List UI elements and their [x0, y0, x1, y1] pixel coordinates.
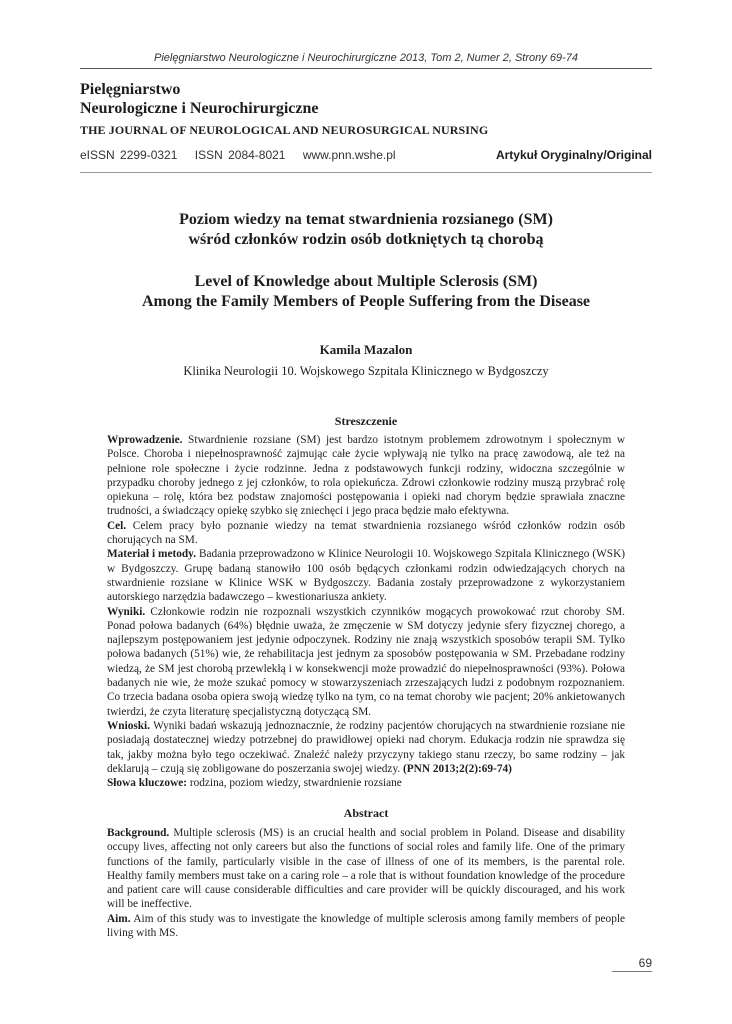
abstract-aim-label: Aim.	[107, 912, 131, 925]
streszczenie-heading: Streszczenie	[334, 414, 398, 428]
journal-name	[80, 80, 318, 118]
website-link[interactable]: www.pnn.wshe.pl	[302, 148, 396, 162]
journal-name-en: THE JOURNAL OF NEUROLOGICAL AND NEUROSURGICAL NURSING	[80, 123, 489, 137]
methods-text: Badania przeprowadzono w Klinice Neurologii 10. Wojskowego Szpitala Klinicznego (WSK) w Bydgoszczy. Grupę badaną stanowiło 100 osób będących członkami rodzin odwiedzających chorych na stwardnienie rozsiane w Klinice WSK w Bydgoszczy. Badania zostały przeprowadzone z wykorzystaniem autorskiego narzędzia badawczego – kwestionariusza ankiety.	[107, 548, 625, 604]
background-label: Background.	[107, 827, 170, 839]
conclusions-text: Wyniki badań wskazują jednoznacznie, że rodziny pacjentów chorujących na stwardnienie rozsiane nie posiadają dostatecznej wiedzy potrzebnej do prawidłowej opieki nad chorym. Edukacja rodzin nie sprawdza się tak, jakby można było tego oczekiwać. Znaleźć należy przyczyny takiego stanu rzeczy, bo same rodziny – jak deklarują – czują się zobligowane do poszerzania swojej wiedzy.	[107, 719, 625, 775]
intro-label: Wprowadzenie.	[107, 434, 183, 446]
affiliation: Klinika Neurologii 10. Wojskowego Szpitala Klinicznego w Bydgoszczy	[183, 364, 549, 378]
title-en-line1: Level of Knowledge about Multiple Sclerosis (SM)	[194, 273, 538, 290]
page-number: 69	[638, 956, 652, 970]
keywords-paragraph	[107, 776, 625, 790]
aim-paragraph	[107, 519, 625, 548]
title-pl-line1: Poziom wiedzy na temat stwardnienia rozsianego (SM)	[179, 211, 553, 228]
journal-name-line1: Pielęgniarstwo	[80, 81, 181, 98]
article-type: Artykuł Oryginalny/Original	[495, 148, 652, 162]
methods-label: Materiał i metody.	[107, 548, 197, 561]
abstract-aim-text: Aim of this study was to investigate the knowledge of multiple sclerosis among family members of people living with MS.	[107, 912, 625, 940]
citation: (PNN 2013;2(2):69-74)	[403, 762, 512, 775]
background-text: Multiple sclerosis (MS) is an crucial health and social problem in Poland. Disease and disability occupy lives, affecting not only careers but also the functions of social roles and family life. One of the primary functions of the family, particularly visible in the case of illness of one of its members, is the parental role. Healthy family members must take on a caring role – a role that is without foundation knowledge of the procedure and patient care will cause considerable difficulties and care provider will be quickly discouraged, and his work will be ineffective.	[107, 827, 625, 911]
intro-text: Stwardnienie rozsiane (SM) jest bardzo istotnym problemem zdrowotnym i społecznym w Polsce. Choroba i niepełnosprawność zajmując całe życie wpływają nie tylko na pracę zawodową, ale też na pełnione role społeczne i życie rodzinne. Jedna z podstawowych funkcji rodziny, widoczna szczególnie w przypadku choroby jednego z jej członków, to rola opiekuńcza. Zdrowi członkowie rodziny muszą przybrać rolę opiekuna – rolę, która bez podstaw znajomości postępowania i opieki nad chorym będzie sprawiała znaczne trudności, a świadczący opiekę szybko się zniechęci i jego praca będzie mało efektywna.	[107, 434, 625, 518]
aim-text: Celem pracy było poznanie wiedzy na temat stwardnienia rozsianego wśród członków rodzin osób chorujących na SM.	[107, 519, 625, 547]
running-head: Pielęgniarstwo Neurologiczne i Neurochirurgiczne 2013, Tom 2, Numer 2, Strony 69-74	[154, 52, 578, 64]
conclusions-label: Wnioski.	[107, 719, 151, 732]
keywords-text: rodzina, poziom wiedzy, stwardnienie rozsiane	[187, 777, 402, 790]
aim-label: Cel.	[107, 519, 127, 532]
header-rule	[80, 68, 652, 69]
author: Kamila Mazalon	[319, 342, 413, 357]
conclusions-paragraph	[107, 719, 625, 776]
journal-rule	[80, 172, 652, 173]
results-text: Członkowie rodzin nie rozpoznali wszystkich czynników mogących prowokować rzut choroby SM. Ponad połowa badanych (64%) błędnie uważa, że zmęczenie w SM dotyczy jedynie sfery fizycznej chorego, a najlepszym postępowaniem jest jedynie odpoczynek. Rodziny nie znają wszystkich sposobów terapii SM. Tylko połowa badanych (51%) wie, że rehabilitacja jest jednym za sposobów postępowania w SM. Przebadane rodziny wiedzą, że SM jest chorobą przewlekłą i w konsekwencji może prowadzić do niepełnosprawności (93%). Połowa badanych nie wie, że może szukać pomocy w stowarzyszeniach zrzeszających ludzi z podobnym rozpoznaniem. Co trzecia badana osoba opiera swoją wiedzę tylko na tym, co na temat choroby wie pacjent; 20% ankietowanych twierdzi, że czyta literaturę specjalistyczną dotyczącą SM.	[107, 605, 625, 718]
results-label: Wyniki.	[107, 605, 146, 618]
abstract-body	[107, 826, 625, 940]
title-english	[60, 272, 672, 312]
results-paragraph	[107, 605, 625, 719]
title-en-line2: Among the Family Members of People Suffering from the Disease	[141, 293, 591, 310]
keywords-label: Słowa kluczowe:	[107, 777, 188, 790]
streszczenie-body	[107, 433, 625, 790]
footer-rule	[612, 971, 652, 972]
background-paragraph	[107, 826, 625, 912]
abstract-heading: Abstract	[343, 806, 389, 820]
methods-paragraph	[107, 547, 625, 604]
intro-paragraph	[107, 433, 625, 519]
title-pl-line2: wśród członków rodzin osób dotkniętych tą chorobą	[188, 231, 544, 248]
title-polish	[60, 210, 672, 250]
issn: ISSN 2084-8021	[194, 148, 286, 162]
eissn: eISSN 2299-0321	[80, 148, 178, 162]
abstract-aim-paragraph	[107, 912, 625, 941]
journal-name-line2: Neurologiczne i Neurochirurgiczne	[80, 100, 319, 117]
journal-identifiers	[80, 148, 408, 162]
